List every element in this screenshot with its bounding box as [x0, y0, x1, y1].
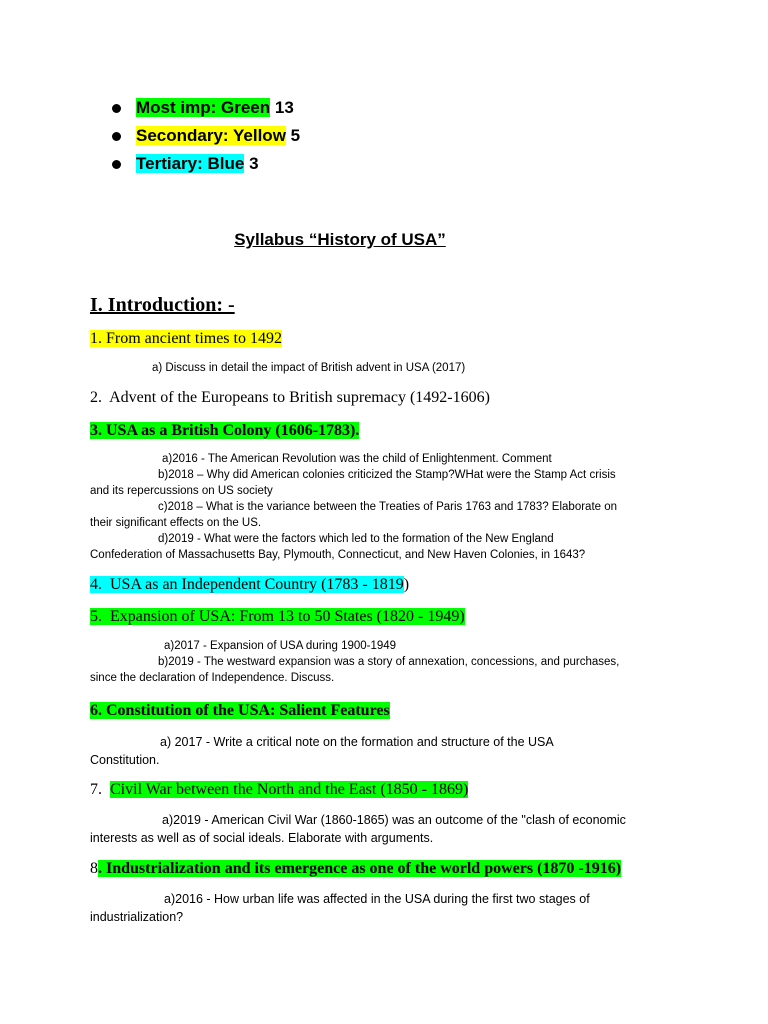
section-number: 8	[90, 860, 98, 877]
section-2-heading	[90, 388, 490, 408]
section-number: 5.	[90, 608, 102, 625]
page-title: Syllabus “History of USA”	[234, 230, 446, 249]
section-title-tail: )	[403, 576, 410, 593]
legend-label: Tertiary: Blue	[136, 154, 245, 173]
legend-count: 13	[274, 98, 294, 117]
legend-item-green	[112, 94, 300, 122]
section-number: 1.	[90, 330, 102, 347]
question-line: a)2019 - American Civil War (1860-1865) was an outcome of the "clash of economic	[162, 813, 626, 827]
question-line: b)2018 – Why did American colonies criticized the Stamp?WHat were the Stamp Act crisis	[158, 469, 616, 481]
legend-count: 3	[249, 154, 259, 173]
section-title: From ancient times to 1492	[106, 330, 282, 347]
question-line: b)2019 - The westward expansion was a story of annexation, concessions, and purchases,	[158, 656, 620, 668]
section-number: 6.	[90, 702, 102, 719]
intro-heading: I. Introduction: -	[90, 294, 235, 316]
section-title: Advent of the Europeans to British supremacy (1492-1606)	[109, 389, 490, 406]
question-line: Constitution.	[90, 753, 160, 767]
section-1-heading	[90, 329, 282, 349]
section-number: 3.	[90, 422, 102, 439]
section-8-highlight	[98, 860, 621, 877]
section-title: Constitution of the USA: Salient Features	[106, 702, 390, 719]
section-3-highlight	[90, 422, 359, 439]
section-number: 4.	[90, 576, 102, 593]
section-number: 2.	[90, 389, 102, 406]
color-legend	[112, 94, 300, 178]
question-line: interests as well as of social ideals. Elaborate with arguments.	[90, 831, 434, 845]
section-6-heading	[90, 701, 390, 721]
section-number: 7.	[90, 781, 102, 798]
question-line: and its repercussions on US society	[90, 485, 273, 497]
section-5-questions	[90, 638, 680, 686]
section-title: Expansion of USA: From 13 to 50 States (1820 - 1949)	[110, 608, 465, 625]
section-title: . Industrialization and its emergence as one of the world powers (1870 -1916)	[98, 860, 622, 877]
section-6-questions	[90, 733, 680, 769]
question-line: Confederation of Massachusetts Bay, Plymouth, Connecticut, and New Haven Colonies, in 1643?	[90, 549, 586, 561]
section-title: USA as an Independent Country (1783 - 1819	[110, 576, 404, 593]
section-5-heading	[90, 607, 465, 627]
legend-label: Most imp: Green	[136, 98, 271, 117]
section-4-highlight	[90, 576, 404, 593]
section-8-questions	[90, 890, 680, 926]
legend-count: 5	[290, 126, 301, 145]
section-7-highlight	[110, 781, 468, 798]
section-6-highlight	[90, 702, 390, 719]
section-1-highlight	[90, 330, 282, 347]
question-line: a)2016 - How urban life was affected in the USA during the first two stages of	[164, 892, 590, 906]
section-title: Civil War between the North and the East (1850 - 1869)	[110, 781, 469, 798]
question-line: their significant effects on the US.	[90, 517, 262, 529]
question-line: a) 2017 - Write a critical note on the formation and structure of the USA	[160, 735, 554, 749]
section-7-heading	[90, 780, 468, 800]
section-1-questions	[90, 360, 680, 376]
section-title: USA as a British Colony (1606-1783).	[106, 422, 360, 439]
section-8-heading	[90, 859, 621, 879]
section-4-heading	[90, 575, 409, 595]
section-3-heading	[90, 421, 359, 441]
question-line: d)2019 - What were the factors which led to the formation of the New England	[158, 533, 554, 545]
section-3-questions	[90, 451, 680, 563]
legend-label: Secondary: Yellow	[136, 126, 286, 145]
question-line: c)2018 – What is the variance between the Treaties of Paris 1763 and 1783? Elaborate on	[158, 501, 618, 513]
section-5-highlight	[90, 608, 465, 625]
question-line: industrialization?	[90, 910, 184, 924]
question-line: a)2016 - The American Revolution was the child of Enlightenment. Comment	[162, 453, 552, 465]
legend-item-yellow	[112, 122, 300, 150]
question-line: since the declaration of Independence. Discuss.	[90, 672, 335, 684]
question-line: a) Discuss in detail the impact of British advent in USA (2017)	[152, 362, 466, 374]
section-7-questions	[90, 811, 680, 847]
question-line: a)2017 - Expansion of USA during 1900-1949	[164, 640, 397, 652]
legend-item-blue	[112, 150, 300, 178]
